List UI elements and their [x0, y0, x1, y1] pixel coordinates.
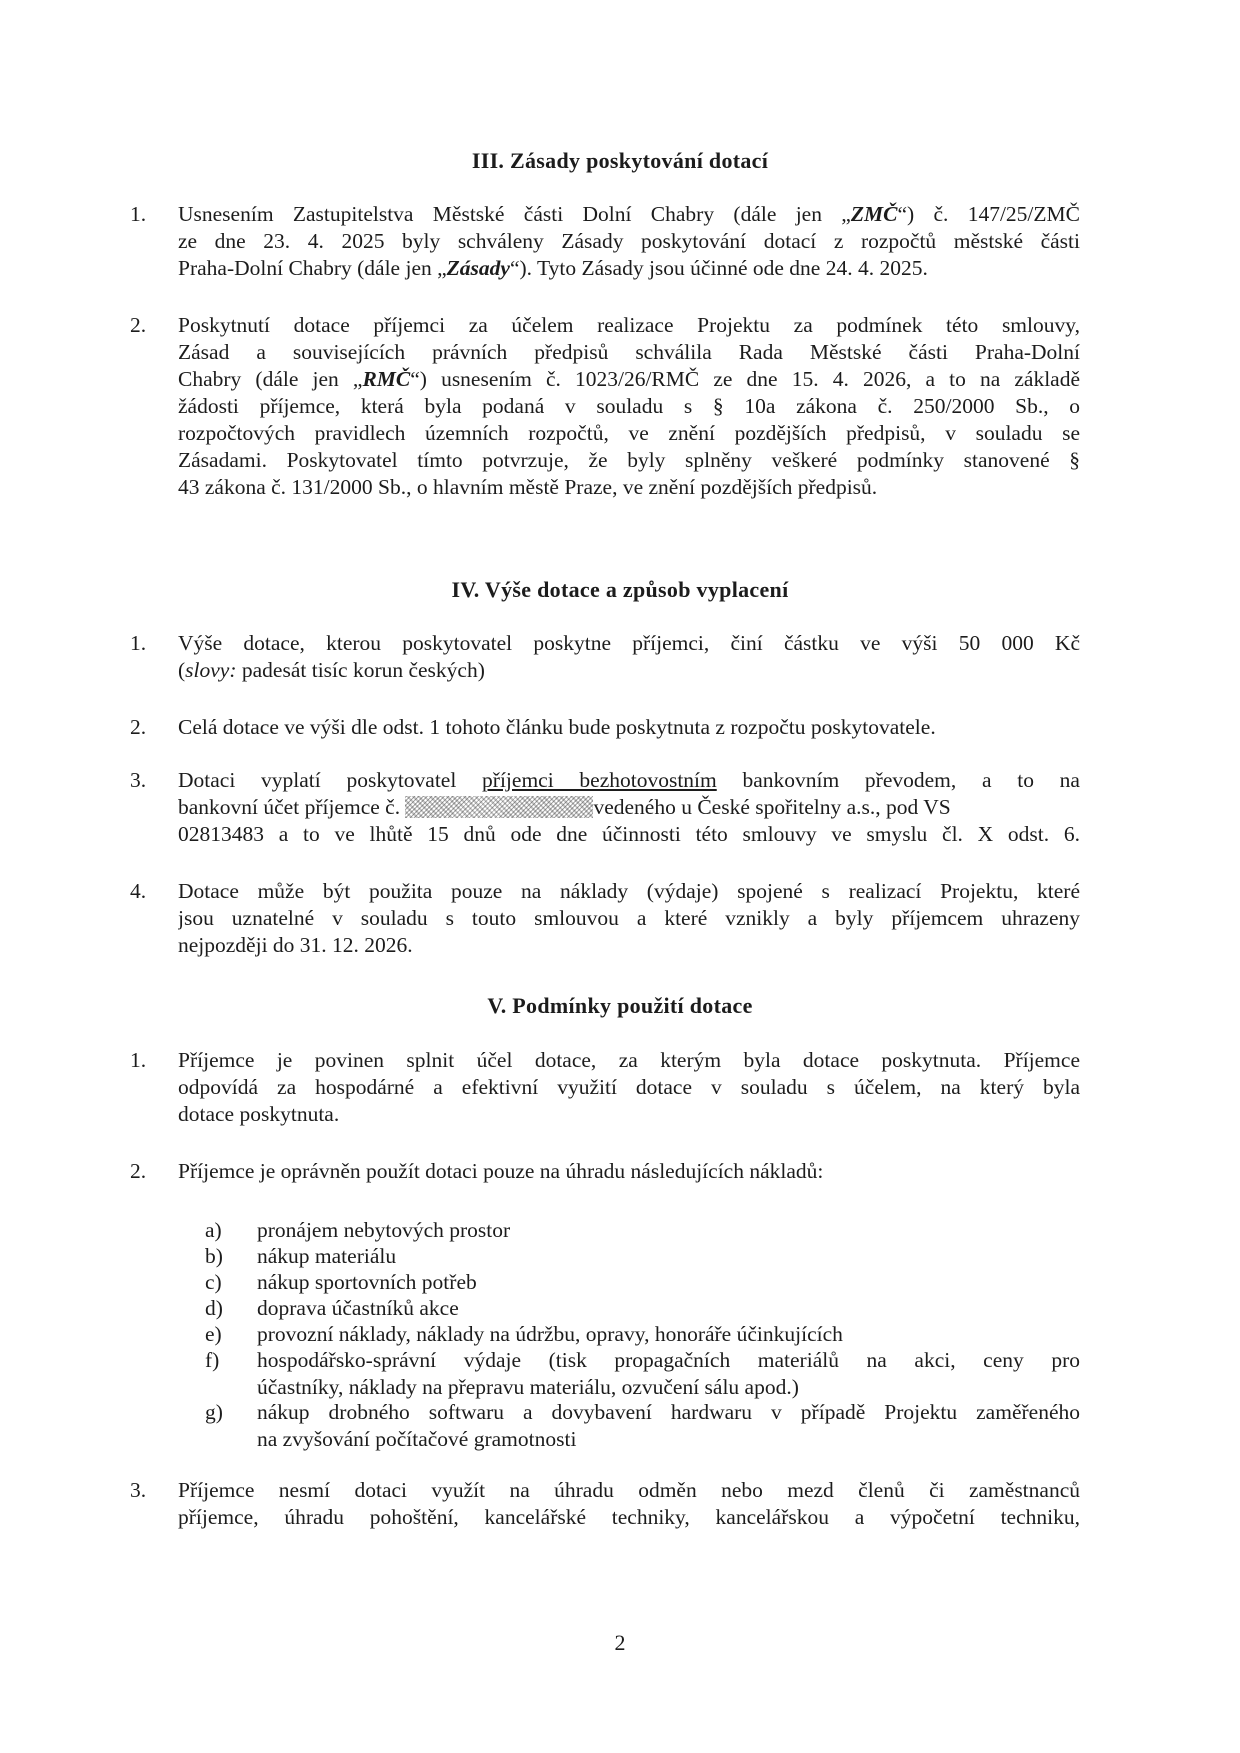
paragraph-number: 3.: [130, 768, 147, 792]
paragraph-number: 1.: [130, 1048, 147, 1072]
paragraph-number: 4.: [130, 879, 147, 903]
section-heading-iii: III. Zásady poskytování dotací: [471, 148, 769, 173]
paragraph-number: 3.: [130, 1478, 147, 1502]
paragraph-number: 2.: [130, 1159, 147, 1183]
paragraph-number: 2.: [130, 313, 147, 337]
section-heading-v: V. Podmínky použití dotace: [487, 993, 753, 1018]
paragraph-number: 1.: [130, 202, 147, 226]
page-number: 2: [614, 1630, 626, 1655]
paragraph-number: 1.: [130, 631, 147, 655]
section-heading-iv: IV. Výše dotace a způsob vyplacení: [451, 577, 789, 602]
redacted-account-number: [405, 796, 593, 818]
paragraph-number: 2.: [130, 715, 147, 739]
document-page: III. Zásady poskytování dotací 1. Usnesením Zastupitelstva Městské části Dolní Chabry (dále jen „ZMČ“) č. 147/25/ZMČ ze dne 23. 4. 2025 byly schváleny Zásady poskytování dotací z rozpočtů městské části Praha-Dolní Chabry (dále jen „Zásady“). Tyto Zásady jsou účinné ode dne 24. 4. 2025. 2. Poskytnutí dotace příjemci za účelem realizace Projektu za podmínek této smlouvy, Zásad a souvisejících právních předpisů schválila Rada Městské části Praha-Dolní Chabry (dále jen „RMČ“) usnesením č. 1023/26/RMČ ze dne 15. 4. 2026, a to na základě žádosti příjemce, která byla podaná v souladu s § 10a zákona č. 250/2000 Sb., o rozpočtových pravidlech územních rozpočtů, ve znění pozdějších předpisů, v souladu se Zásadami. Poskytovatel tímto potvrzuje, že byly splněny veškeré podmínky stanovené § 43 zákona č. 131/2000 Sb., o hlavním městě Praze, ve znění pozdějších předpisů. IV. Výše dotace a způsob vyplacení 1. Výše dotace, kterou poskytovatel poskytne příjemci, činí částku ve výši 50 000 Kč (slovy: padesát tisíc korun českých) 2. Celá dotace ve výši dle odst. 1 tohoto článku bude poskytnuta z rozpočtu poskytovatele. 3. Dotaci vyplatí poskytovatel příjemci bezhotovostním bankovním převodem, a to na bankovní účet příjemce č. vedeného u České spořitelny a.s., pod VS 02813483 a to ve lhůtě 15 dnů ode dne účinnosti této smlouvy ve smyslu čl. X odst. 6. 4. Dotace může být použita pouze na náklady (výdaje) spojené s realizací Projektu, které jsou uznatelné v souladu s touto smlouvou a které vznikly a byly příjemcem uhrazeny nejpozději do 31. 12. 2026. V. Podmínky použití dotace 1. Příjemce je povinen splnit účel dotace, za kterým byla dotace poskytnuta. Příjemce odpovídá za hospodárné a efektivní využití dotace v souladu s účelem, na který byla dotace poskytnuta. 2. Příjemce je oprávněn použít dotaci pouze na úhradu následujících nákladů: a) pronájem nebytových prostor b) nákup materiálu c) nákup sportovních potřeb d) doprava účastníků akce e) provozní náklady, náklady na údržbu, opravy, honoráře účinkujících f) hospodářsko-správní výdaje (tisk propagačních materiálů na akci, ceny pro účastníky, náklady na přepravu materiálu, ozvučení sálu apod.) g) nákup drobného softwaru a dovybavení hardwaru v případě Projektu zaměřeného na zvyšování počítačové gramotnosti 3. Příjemce nesmí dotaci využít na úhradu odměn nebo mezd členů či zaměstnanců příjemce, úhradu pohoštění, kancelářské techniky, kancelářskou a výpočetní techniku, 2: [0, 0, 1240, 1753]
